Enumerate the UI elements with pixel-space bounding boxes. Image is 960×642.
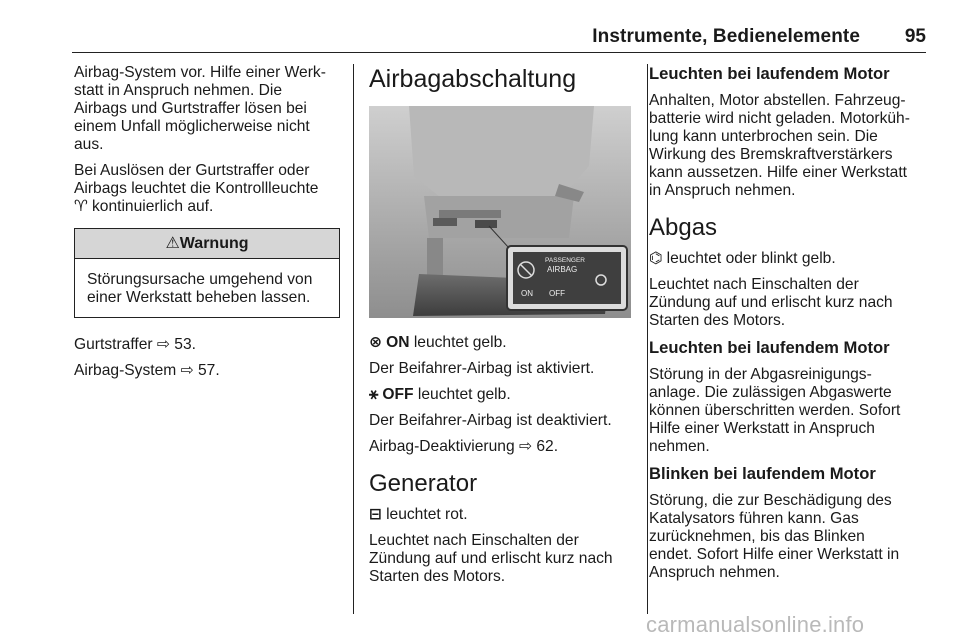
airbag-on-icon: ⊗: [369, 334, 383, 351]
reference-gurtstraffer[interactable]: Gurtstraffer ⇨ 53.: [74, 336, 196, 353]
paragraph-indicator: Bei Auslösen der Gurtstraffer oder Airbags leuchtet die Kontrollleuchte ♈ kontinuierlich auf.: [74, 162, 319, 215]
column-divider: [647, 64, 648, 614]
airbag-switch-photo: [369, 106, 631, 318]
section-heading-abgas: Abgas: [649, 214, 718, 241]
subheading-blinking: Blinken bei laufendem Motor: [649, 464, 876, 483]
column-middle: [369, 64, 637, 594]
page-number: 95: [904, 26, 926, 47]
section-heading-airbagabschaltung: Airbagabschaltung: [369, 65, 577, 93]
warning-icon: ⚠: [165, 235, 180, 252]
photo-label-on: ON: [521, 289, 533, 298]
paragraph-abgas-desc: Leuchtet nach Einschalten der Zündung auf und erlischt kurz nach Starten des Motors.: [649, 276, 893, 329]
paragraph-exhaust-fault: Störung in der Abgasreinigungs- anlage. Die zulässigen Abgaswerte können überschritten werden. Sofort Hilfe einer Werkstatt in Anspruch nehmen.: [649, 366, 901, 455]
paragraph-generator-light: ⊟ leuchtet rot.: [369, 506, 468, 523]
airbag-warning-icon: ♈: [74, 198, 88, 215]
warning-header: [75, 229, 339, 259]
watermark: carmanualsonline.info: [646, 612, 865, 637]
paragraph-abgas-light: ⌬ leuchtet oder blinkt gelb.: [649, 250, 836, 267]
page-header: [72, 26, 926, 53]
paragraph-airbag-system: Airbag-System vor. Hilfe einer Werk- statt in Anspruch nehmen. Die Airbags und Gurtstraffer lösen bei einem Unfall möglicherweise nicht aus.: [74, 64, 326, 153]
paragraph-airbag-off: ⚹ OFF leuchtet gelb.: [369, 386, 511, 403]
section-heading-generator: Generator: [369, 470, 478, 497]
airbag-off-icon: ⚹: [369, 386, 379, 403]
column-divider: [353, 64, 354, 614]
engine-icon: ⌬: [649, 250, 663, 267]
photo-label-passenger: PASSENGER: [545, 257, 585, 264]
page-title: Instrumente, Bedienelemente: [592, 26, 860, 47]
paragraph-airbag-on: ⊗ ON leuchtet gelb.: [369, 334, 507, 351]
paragraph-airbag-deactivated: Der Beifahrer-Airbag ist deaktiviert.: [369, 412, 612, 429]
warning-body: Störungsursache umgehend von einer Werkstatt beheben lassen.: [87, 271, 313, 306]
warning-box: [74, 228, 340, 318]
reference-airbag-system[interactable]: Airbag-System ⇨ 57.: [74, 362, 220, 379]
photo-label-airbag: AIRBAG: [547, 265, 578, 274]
paragraph-catalyst-fault: Störung, die zur Beschädigung des Katalysators führen kann. Gas zurücknehmen, bis das Blinken endet. Sofort Hilfe einer Werkstatt in Anspruch nehmen.: [649, 492, 900, 581]
subheading-running-engine-2: Leuchten bei laufendem Motor: [649, 338, 890, 357]
warning-title: Warnung: [179, 235, 249, 252]
column-right: [649, 64, 929, 590]
column-left: [74, 64, 340, 388]
photo-label-off: OFF: [549, 289, 565, 298]
subheading-running-engine: Leuchten bei laufendem Motor: [649, 64, 890, 83]
battery-icon: ⊟: [369, 506, 383, 523]
reference-airbag-deaktivierung[interactable]: Airbag-Deaktivierung ⇨ 62.: [369, 438, 559, 455]
paragraph-stop-engine: Anhalten, Motor abstellen. Fahrzeug- batterie wird nicht geladen. Motorküh- lung kann unterbrochen sein. Die Wirkung des Bremskraftverstärkers kann aussetzen. Hilfe einer Werkstatt in Anspruch nehmen.: [649, 92, 910, 199]
paragraph-generator-desc: Leuchtet nach Einschalten der Zündung auf und erlischt kurz nach Starten des Motors.: [369, 532, 613, 585]
paragraph-airbag-active: Der Beifahrer-Airbag ist aktiviert.: [369, 360, 595, 377]
